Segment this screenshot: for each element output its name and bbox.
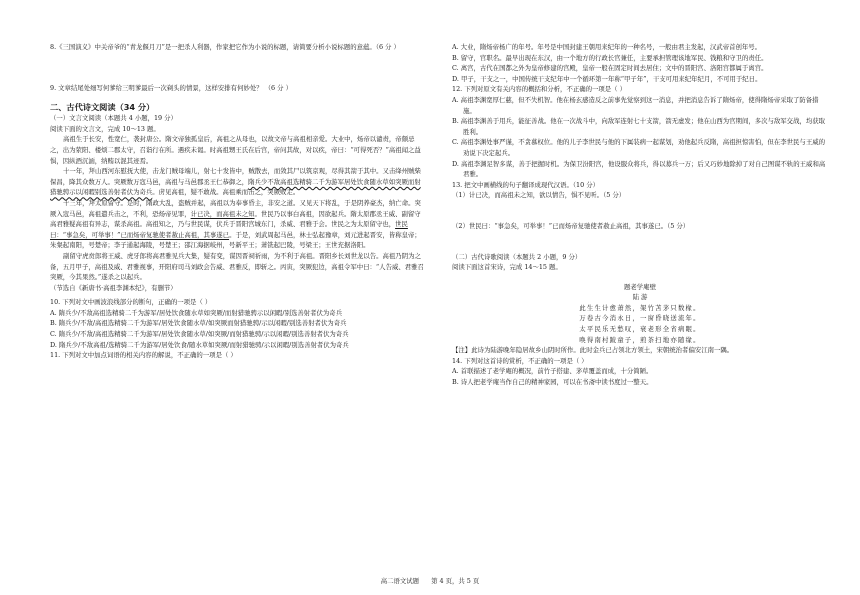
option-d: D. 高祖李渊足智多谋，善于把握时机。为保卫汾阳宫，他设服众将兵，得以募兵一万；后又巧妙地除掉了对自己图谋不轨的王威和高君雅。 [452,159,826,179]
exam-name: 高二语文试题 [380,577,420,585]
option-c: C. 高祖李渊处事严谨，不贪慕权位。他的儿子李世民与他的下属装病一起谋划，劝他起兵反隋，高祖担惊害怕，但在李世民与王威的劝说下决定起兵。 [452,138,825,157]
question-13-part-2: （2）世民曰：“事急矣，可举事！”已而炀帝复驰使者赦止高祖，其事遂已。（5 分） [452,221,690,230]
question-10: 10. 下列对文中画波浪线部分的断句，正确的一项是（ ） [50,298,212,307]
section-title: 二、古代诗文阅读（34 分） [50,102,155,113]
left-column [50,42,426,361]
option-a: A. 首联描述了老学庵的概况，前竹子搭建、茅草覆盖而成，十分简陋。 [452,367,653,376]
right-column [452,42,828,388]
option-b: B. 隋兵少/不敌/高祖选精骑二千为游军/居处饮食随水草/如突厥而射猎驰骋/示以闲暇/别选善射者伏为奇兵 [50,319,347,328]
underlined-sentence-2: 世民曰：“事急矣，可举事！”已而炀帝复驰使者赦止高祖，其事遂已 [50,220,408,239]
question-13-part-1: （1）计已决，而高祖未之知，欲以情告，惧不见听。（5 分） [452,191,626,200]
option-b: B. 诗人把老学庵当作自己的精神家园，可以在书斋中读书度过一整天。 [452,378,653,387]
question-8: 8.《三国演义》中关帝爷的“青龙偃月刀”是一把杀人利器，作家把它作为小说的标题，请简要分析小说标题的意蕴。（6 分 ） [50,43,400,51]
poem-title: 题老学庵壁 [624,282,656,291]
poem-note: 【注】此诗为陆游晚年隐居故乡山阴时所作。此时金兵已占领北方领土，宋朝统治者偏安江南一隅。 [452,346,734,355]
option-d: D. 隋兵少/不敌高祖/选精骑二千为游军/居处饮食/随水草如突厥/而射猎驰骋/示以闲暇/别选善射者伏为奇兵 [50,340,349,349]
option-a: A. 高祖李渊宽厚仁慈，但不失机智。他在杨玄感造反之前事先觉察到这一消息，并把消息告诉了隋炀帝，使得隋炀帝采取了防备措施。 [452,95,819,115]
poem-section-title: （二）古代诗歌阅读（本题共 2 小题，9 分） [452,252,582,261]
option-c: C. 隋兵少/不敌/高祖选精骑二千为游军/居处饮食随水草/如突厥/而射猎驰骋/示以闲暇/别选善射者伏为奇兵 [50,330,349,339]
page-footer [0,577,860,586]
poem-line: 太平民乐无愁叹，衰老形全省病眠。 [579,325,701,334]
subsection-title: （一）文言文阅读（本题共 4 小题，19 分） [50,114,177,123]
option-b: B. 高祖李渊善于用兵，能征善战。他在一次战斗中，向敌军连射七十支箭，箭无虚发；他在山西为官期间，多次与敌军交战，均获取胜利。 [452,117,826,136]
option-c: C. 离宫，古代在国都之外为皇帝修建的宫殿，皇帝一般在固定时间去居住；文中的晋阳宫、洛阳宫都属于离宫。 [452,64,768,73]
wavy-underlined-text: 隋兵少不敌高祖选精骑二千为游军居处饮食随水草如突厥而射猎驰骋示以闲暇别选善射者伏为奇兵 [50,177,421,197]
answer-space [50,53,426,83]
poem-line: 万卷古今消永日，一窗昏晓送流年。 [579,314,701,323]
passage-paragraph: 副留守虎贲郎将王威、虎牙郎将高君雅见兵大集，疑有变，谋因晋祠祈雨，为不利于高祖。晋阳乡长刘世龙以告。高祖乃阴为之备，五月甲子，高祖及威、君雅视事，开阳府司马刘政会告威、君雅反，即斩之。丙寅，突厥犯边，高祖令军中曰：“人告威、君雅召突厥，今其果然。”遂杀之以起兵。 [50,251,424,282]
passage-source: （节选自《新唐书·高祖李渊本纪》，有删节） [50,283,177,292]
question-9: 9. 文章结尾处细写何爹给三明爹最后一次剃头的情景，这样安排有何妙处？ （6 分 ） [50,83,292,92]
passage-paragraph: 十三年，拜太原留守。是时，隋政大乱，盗贼并起，高祖以为奉事昏主，非安之道。又见天下将乱，于是阴养豪杰，纳亡命。突厥入寇马邑，高祖遣兵击之，不利，恐炀帝见罪，计已决，而高祖未之知。世民乃以事白高祖，因欲起兵。隋太原郡丞王威、副留守高君雅疑高祖有异志，谋杀高祖。高祖知之，乃与世民谋，伏兵于晋阳宫城东门，杀威、君雅于会。世民之为太原留守也，世民曰：“事急矣，可举事！”已而炀帝复驰使者赦止高祖，其事遂已。于是，刘武周起马邑，林士弘起豫章，刘元进起晋安，皆称皇帝；朱粲起南阳，号楚帝；李子通起海陵，号楚王；邵江海据岐州，号新平王；萧铣起巴陵，号梁王；王世充据洛阳。 [50,198,421,250]
page-number: 第 4 页，共 5 页 [431,577,480,585]
option-a: A. 大业，隋炀帝杨广的年号。年号是中国封建王朝用来纪年的一种名号，一般由君主发起，汉武帝首创年号。 [452,43,762,51]
poem-line: 唤得南村跛童子，煎茶扫地亦随缘。 [579,335,701,344]
passage-paragraph: 十一年，拜山西河东慰抚大使，击龙门贼母端儿，射七十发皆中，贼散去，而敛其尸以筑京观，尽得其箭于其中。又击绛州贼柴保昌，降其众数万人。突厥数万寇马邑，高祖与马邑郡丞王仁恭御之，隋兵少不敌高祖选精骑二千为游军居处饮食随水草如突厥而射猎驰骋示以闲暇别选善射者伏为奇兵。虏见高祖，疑不敢战。高祖乘而击之，突厥败走。 [50,167,421,197]
answer-space [452,201,828,221]
passage-paragraph: 高祖生于长安，性宽仁，袭封唐公。隋文帝独孤皇后，高祖之从母也，以故文帝与高祖相亲爱。大业中，炀帝以谴责，帝颇忌之，出为荥阳、楼烦二郡太守，召诣行在所。遇疾未谒。时高祖甥王氏在后宫，帝问其故，对以疾，帝曰：“可得死否？”高祖闻之益惧，因纵酒沉湎，纳贿以混其迹焉。 [50,135,421,165]
question-14: 14. 下列对这首诗的赏析，不正确的一项是（ ） [452,356,588,365]
poem-line: 此生生计愈萧然，架竹苫茅只数椽。 [579,303,701,312]
question-12: 12. 下列对原文有关内容的概括和分析，不正确的一项是（ ） [452,85,626,94]
poem-author: 陆 游 [632,293,648,302]
option-b: B. 留守，官职名。最早出现在东汉，由一个地方的行政长官兼任，主要承担管理该地军民、钱粮和守卫的责任。 [452,53,768,62]
reading-instruction: 阅读下面的文言文，完成 10～13 题。 [50,124,160,133]
question-13: 13. 把文中画横线的句子翻译成现代汉语。（10 分） [452,180,599,189]
underlined-sentence-1: 计已决，而高祖未之知 [190,209,255,218]
answer-space [452,232,828,252]
option-a: A. 隋兵少/不敌高祖选精骑二千为游军/居处饮食随水草如突厥/而射猎驰骋示以闲暇/别选善射者伏为奇兵 [50,308,343,317]
answer-space [50,93,426,101]
question-11: 11. 下列对文中加点词语的相关内容的解说，不正确的一项是（ ） [50,351,237,360]
option-d: D. 甲子，干支之一，中国传统干支纪年中一个循环第一年称“甲子年”，干支可用来纪年纪月，不可用于纪日。 [452,74,762,83]
poem-instruction: 阅读下面这首宋诗，完成 14～15 题。 [452,263,562,272]
